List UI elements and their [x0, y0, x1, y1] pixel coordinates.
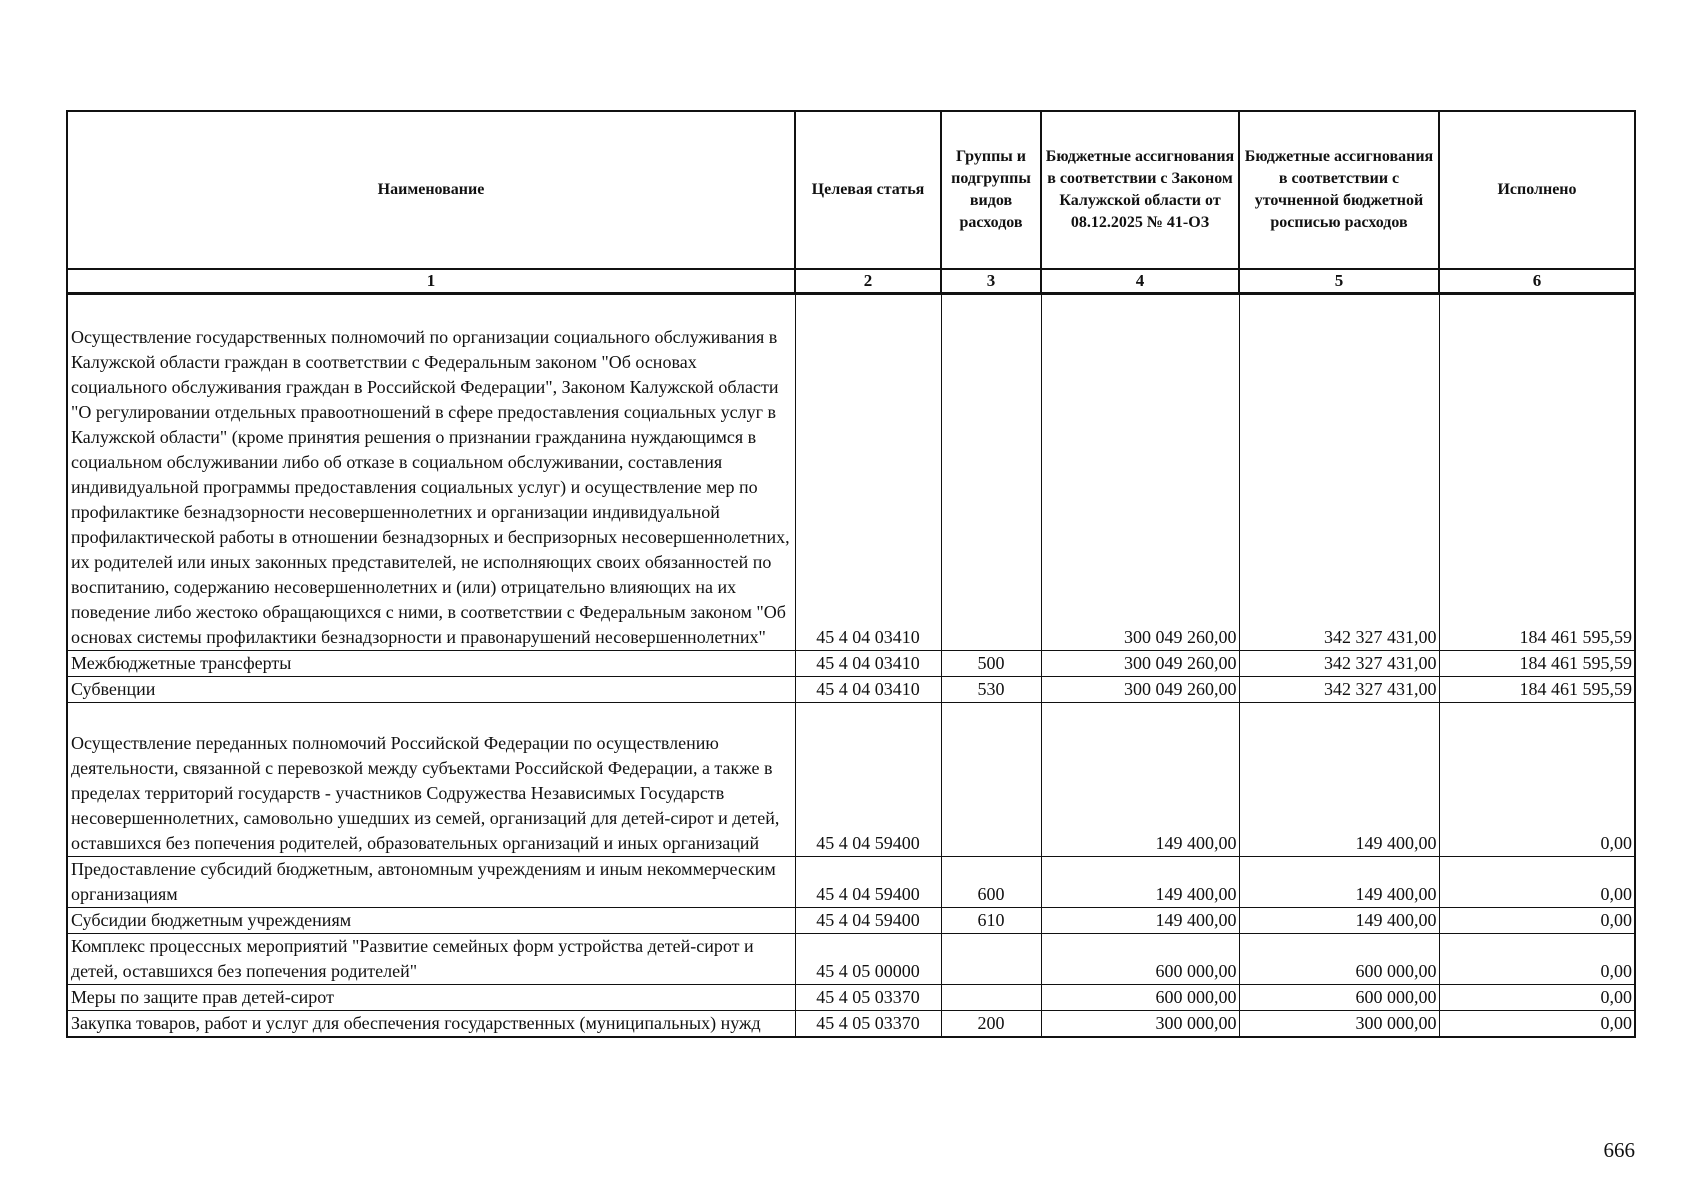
- row-executed: 0,00: [1439, 985, 1635, 1011]
- header-executed: Исполнено: [1439, 111, 1635, 269]
- row-target-article: 45 4 04 03410: [795, 651, 941, 677]
- header-row: [67, 111, 1635, 269]
- column-number: 6: [1439, 269, 1635, 294]
- column-number: 3: [941, 269, 1041, 294]
- budget-table: [66, 110, 1636, 1038]
- row-target-article: 45 4 05 00000: [795, 934, 941, 985]
- row-expense-group: [941, 985, 1041, 1011]
- row-executed: 0,00: [1439, 908, 1635, 934]
- column-number-row: [67, 269, 1635, 294]
- row-name: Субвенции: [67, 677, 795, 703]
- row-executed: 0,00: [1439, 1011, 1635, 1038]
- row-expense-group: [941, 934, 1041, 985]
- column-number: 2: [795, 269, 941, 294]
- row-law-allocation: 600 000,00: [1041, 985, 1239, 1011]
- row-expense-group: 610: [941, 908, 1041, 934]
- row-target-article: 45 4 04 03410: [795, 294, 941, 651]
- row-refined-allocation: 149 400,00: [1239, 857, 1439, 908]
- row-law-allocation: 300 000,00: [1041, 1011, 1239, 1038]
- header-law-allocations: Бюджетные ассигнования в соответствии с Законом Калужской области от 08.12.2025 № 41-ОЗ: [1041, 111, 1239, 269]
- row-refined-allocation: 342 327 431,00: [1239, 677, 1439, 703]
- row-name: Осуществление переданных полномочий Российской Федерации по осуществлению деятельности, связанной с перевозкой между субъектами Российской Федерации, а также в пределах территорий государств - участников Содружества Независимых Государств несовершеннолетних, самовольно ушедших из семей, организаций для детей-сирот и детей, оставшихся без попечения родителей, образовательных организаций и иных организаций: [67, 703, 795, 857]
- row-name: Комплекс процессных мероприятий "Развитие семейных форм устройства детей-сирот и детей, оставшихся без попечения родителей": [67, 934, 795, 985]
- row-target-article: 45 4 04 03410: [795, 677, 941, 703]
- row-target-article: 45 4 04 59400: [795, 703, 941, 857]
- column-number: 1: [67, 269, 795, 294]
- row-executed: 184 461 595,59: [1439, 677, 1635, 703]
- row-name: Меры по защите прав детей-сирот: [67, 985, 795, 1011]
- table-row: [67, 908, 1635, 934]
- row-executed: 0,00: [1439, 857, 1635, 908]
- header-name: Наименование: [67, 111, 795, 269]
- row-expense-group: 530: [941, 677, 1041, 703]
- header-expense-groups: Группы и подгруппы видов расходов: [941, 111, 1041, 269]
- row-expense-group: 600: [941, 857, 1041, 908]
- row-target-article: 45 4 05 03370: [795, 985, 941, 1011]
- row-name: Субсидии бюджетным учреждениям: [67, 908, 795, 934]
- row-name: Осуществление государственных полномочий по организации социального обслуживания в Калужской области граждан в соответствии с Федеральным законом "Об основах социального обслуживания граждан в Российской Федерации", Законом Калужской области "О регулировании отдельных правоотношений в сфере предоставления социальных услуг в Калужской области" (кроме принятия решения о признании гражданина нуждающимся в социальном обслуживании либо об отказе в социальном обслуживании, составления индивидуальной программы предоставления социальных услуг) и осуществление мер по профилактике безнадзорности несовершеннолетних и организации индивидуальной профилактической работы в отношении безнадзорных и беспризорных несовершеннолетних, их родителей или иных законных представителей, не исполняющих своих обязанностей по воспитанию, содержанию несовершеннолетних и (или) отрицательно влияющих на их поведение либо жестоко обращающихся с ними, в соответствии с Федеральным законом "Об основах системы профилактики безнадзорности и правонарушений несовершеннолетних": [67, 294, 795, 651]
- row-executed: 0,00: [1439, 934, 1635, 985]
- row-law-allocation: 300 049 260,00: [1041, 294, 1239, 651]
- header-refined-allocations: Бюджетные ассигнования в соответствии с уточненной бюджетной росписью расходов: [1239, 111, 1439, 269]
- row-expense-group: 200: [941, 1011, 1041, 1038]
- row-law-allocation: 149 400,00: [1041, 857, 1239, 908]
- row-refined-allocation: 149 400,00: [1239, 703, 1439, 857]
- row-target-article: 45 4 04 59400: [795, 857, 941, 908]
- row-refined-allocation: 342 327 431,00: [1239, 294, 1439, 651]
- row-executed: 184 461 595,59: [1439, 294, 1635, 651]
- row-executed: 184 461 595,59: [1439, 651, 1635, 677]
- column-number: 5: [1239, 269, 1439, 294]
- row-law-allocation: 300 049 260,00: [1041, 677, 1239, 703]
- row-refined-allocation: 600 000,00: [1239, 985, 1439, 1011]
- row-executed: 0,00: [1439, 703, 1635, 857]
- row-name: Межбюджетные трансферты: [67, 651, 795, 677]
- column-number: 4: [1041, 269, 1239, 294]
- row-expense-group: [941, 703, 1041, 857]
- table-row: [67, 934, 1635, 985]
- row-name: Предоставление субсидий бюджетным, автономным учреждениям и иным некоммерческим организациям: [67, 857, 795, 908]
- row-law-allocation: 600 000,00: [1041, 934, 1239, 985]
- row-expense-group: 500: [941, 651, 1041, 677]
- row-law-allocation: 149 400,00: [1041, 703, 1239, 857]
- table-row: [67, 703, 1635, 857]
- table-row: [67, 1011, 1635, 1038]
- table-row: [67, 985, 1635, 1011]
- table-row: [67, 651, 1635, 677]
- row-name: Закупка товаров, работ и услуг для обеспечения государственных (муниципальных) нужд: [67, 1011, 795, 1038]
- table-row: [67, 677, 1635, 703]
- row-law-allocation: 149 400,00: [1041, 908, 1239, 934]
- table-row: [67, 294, 1635, 651]
- row-refined-allocation: 342 327 431,00: [1239, 651, 1439, 677]
- row-target-article: 45 4 04 59400: [795, 908, 941, 934]
- table-row: [67, 857, 1635, 908]
- header-target-article: Целевая статья: [795, 111, 941, 269]
- row-target-article: 45 4 05 03370: [795, 1011, 941, 1038]
- row-law-allocation: 300 049 260,00: [1041, 651, 1239, 677]
- row-expense-group: [941, 294, 1041, 651]
- row-refined-allocation: 300 000,00: [1239, 1011, 1439, 1038]
- page-number: 666: [1603, 1138, 1635, 1162]
- row-refined-allocation: 149 400,00: [1239, 908, 1439, 934]
- row-refined-allocation: 600 000,00: [1239, 934, 1439, 985]
